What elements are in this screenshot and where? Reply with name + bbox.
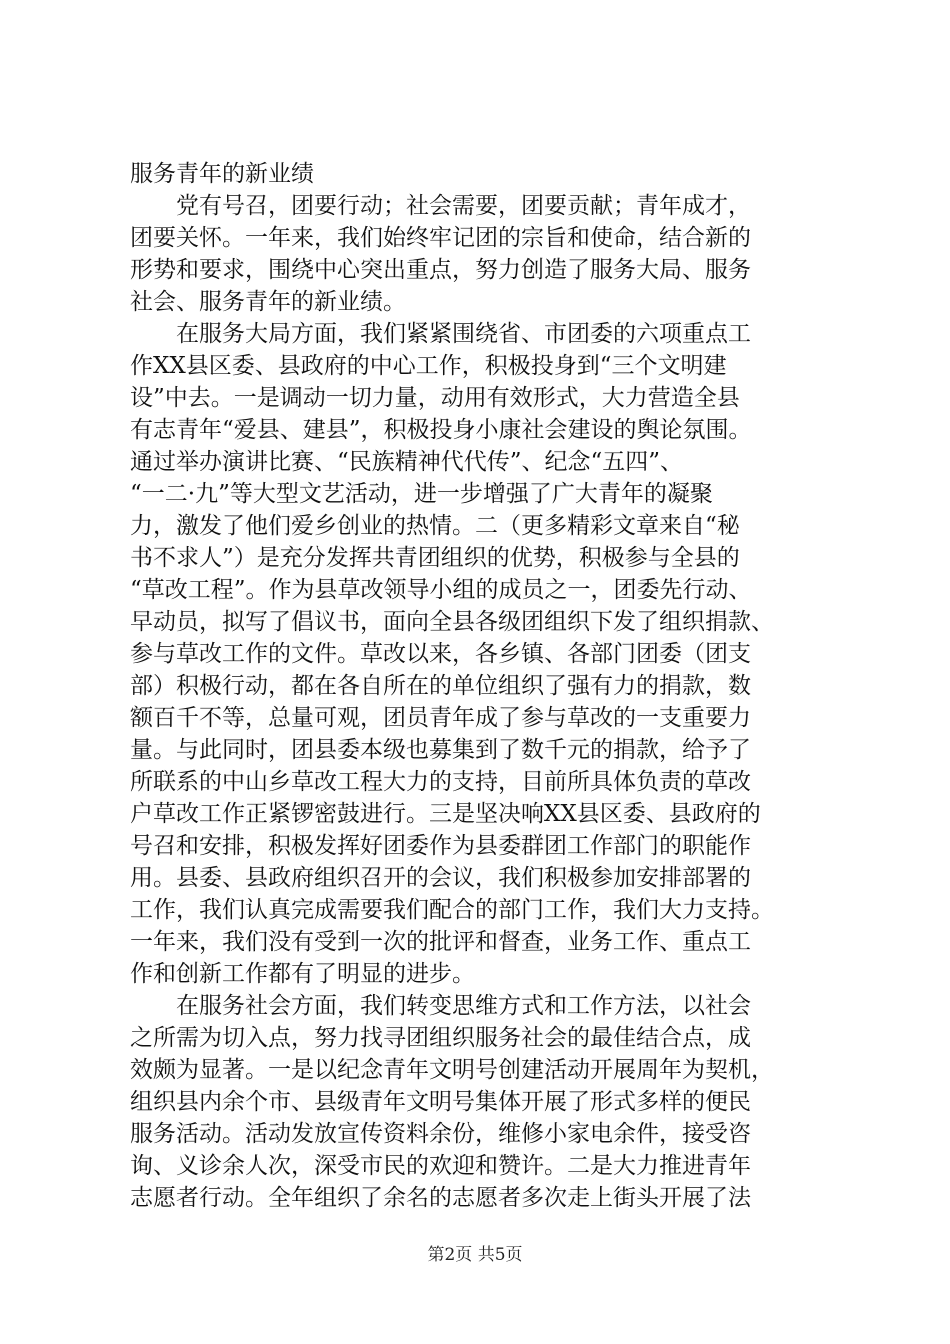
text-line: 作XX县区委、县政府的中心工作，积极投身到“三个文明建	[130, 353, 727, 379]
text-line: 询、义诊余人次，深受市民的欢迎和赞许。二是大力推进青年	[130, 1153, 751, 1179]
text-line: 额百千不等，总量可观，团员青年成了参与草改的一支重要力	[130, 705, 751, 731]
text-line: 量。与此同时，团县委本级也募集到了数千元的捐款，给予了	[130, 737, 751, 763]
text-line: 在服务大局方面，我们紧紧围绕省、市团委的六项重点工	[130, 321, 751, 347]
text-line: 在服务社会方面，我们转变思维方式和工作方法，以社会	[130, 993, 751, 1019]
text-line: 设”中去。一是调动一切力量，动用有效形式，大力营造全县	[130, 385, 740, 411]
text-line: 党有号召，团要行动；社会需要，团要贡献；青年成才，	[130, 193, 751, 219]
text-line: 志愿者行动。全年组织了余名的志愿者多次走上街头开展了法	[130, 1185, 751, 1211]
document-body	[130, 158, 830, 1214]
text-line: 效颇为显著。一是以纪念青年文明号创建活动开展周年为契机，	[130, 1057, 774, 1083]
text-line: 之所需为切入点，努力找寻团组织服务社会的最佳结合点，成	[130, 1025, 751, 1051]
text-line: 部）积极行动，都在各自所在的单位组织了强有力的捐款，数	[130, 673, 751, 699]
text-line: 团要关怀。一年来，我们始终牢记团的宗旨和使命，结合新的	[130, 225, 751, 251]
text-line: 号召和安排，积极发挥好团委作为县委群团工作部门的职能作	[130, 833, 751, 859]
text-line: 力，激发了他们爱乡创业的热情。二（更多精彩文章来自“秘	[130, 513, 740, 539]
text-line: “草改工程”。作为县草改领导小组的成员之一，团委先行动、	[130, 577, 752, 603]
text-line: 所联系的中山乡草改工程大力的支持，目前所具体负责的草改	[130, 769, 751, 795]
text-line: 户草改工作正紧锣密鼓进行。三是坚决响XX县区委、县政府的	[130, 801, 761, 827]
text-line: “一二·九”等大型文艺活动，进一步增强了广大青年的凝聚	[130, 481, 713, 507]
text-line: 形势和要求，围绕中心突出重点，努力创造了服务大局、服务	[130, 257, 751, 283]
text-line: 通过举办演讲比赛、“民族精神代代传”、纪念“五四”、	[130, 449, 684, 475]
text-line: 有志青年“爱县、建县”，积极投身小康社会建设的舆论氛围。	[130, 417, 752, 443]
text-line: 作和创新工作都有了明显的进步。	[130, 961, 475, 987]
text-line: 一年来，我们没有受到一次的批评和督查，业务工作、重点工	[130, 929, 751, 955]
text-line: 用。县委、县政府组织召开的会议，我们积极参加安排部署的	[130, 865, 751, 891]
text-line: 工作，我们认真完成需要我们配合的部门工作，我们大力支持。	[130, 897, 774, 923]
text-line: 早动员，拟写了倡议书，面向全县各级团组织下发了组织捐款、	[130, 609, 774, 635]
page-footer: 第2页 共5页	[427, 1245, 523, 1265]
text-line: 参与草改工作的文件。草改以来，各乡镇、各部门团委（团支	[130, 641, 751, 667]
text-line: 服务青年的新业绩	[130, 161, 314, 187]
text-line: 服务活动。活动发放宣传资料余份，维修小家电余件，接受咨	[130, 1121, 751, 1147]
text-line: 组织县内余个市、县级青年文明号集体开展了形式多样的便民	[130, 1089, 751, 1115]
text-line: 社会、服务青年的新业绩。	[130, 289, 406, 315]
text-line: 书不求人”）是充分发挥共青团组织的优势，积极参与全县的	[130, 545, 740, 571]
